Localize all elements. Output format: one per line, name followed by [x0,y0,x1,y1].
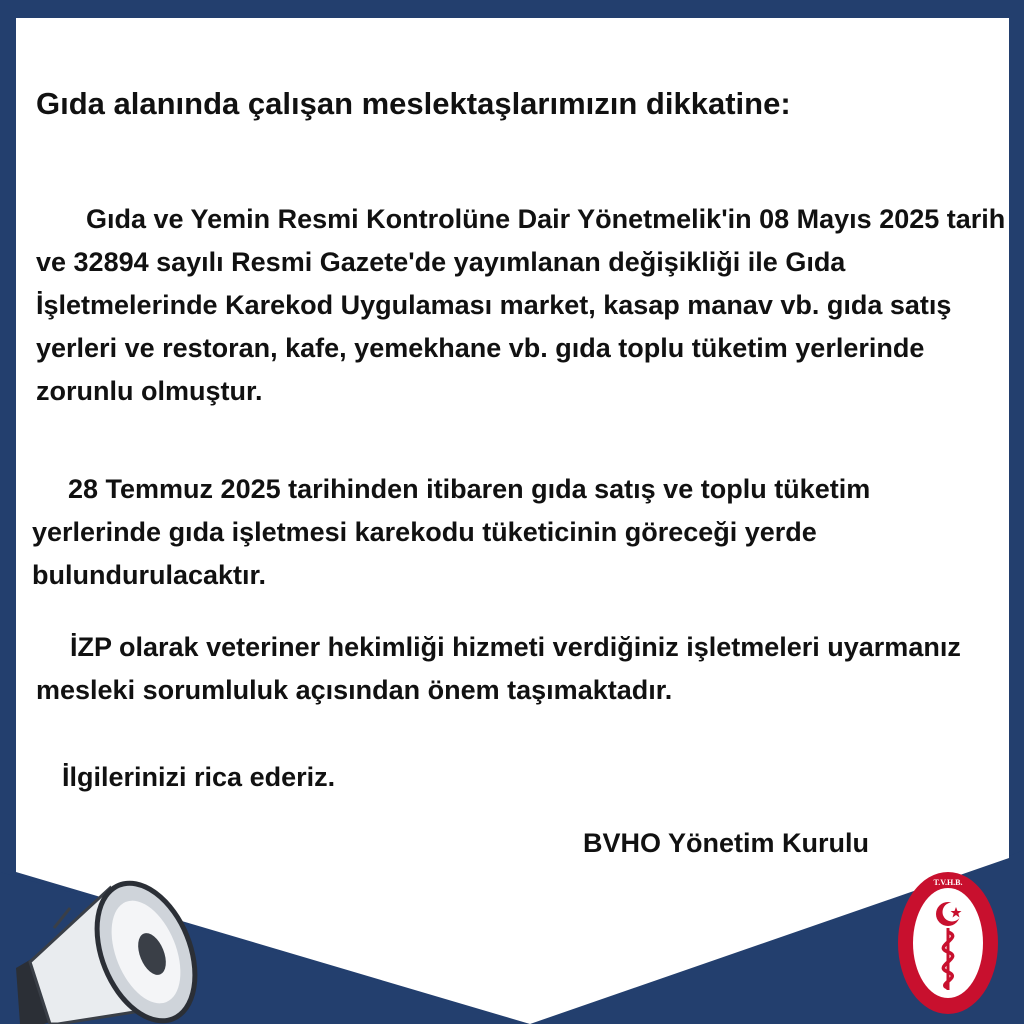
megaphone-icon [10,858,210,1024]
chamber-logo [896,870,1000,1016]
paragraph-regulation: Gıda ve Yemin Resmi Kontrolüne Dair Yönetmelik'in 08 Mayıs 2025 tarih ve 32894 sayılı Resmi Gazete'de yayımlanan değişikliği ile Gıda İşletmelerinde Karekod Uygulaması market, kasap manav vb. gıda satış yerleri ve restoran, kafe, yemekhane vb. gıda toplu tüketim yerlerinde zorunlu olmuştur. [36,204,1006,406]
paragraph-closing: İlgilerinizi rica ederiz. [62,762,336,792]
signature: BVHO Yönetim Kurulu [583,828,870,858]
paragraph-deadline: 28 Temmuz 2025 tarihinden itibaren gıda satış ve toplu tüketim yerlerinde gıda işletmesi karekodu tüketicinin göreceği yerde bulundurulacaktır. [32,474,871,590]
notice-heading: Gıda alanında çalışan meslektaşlarımızın dikkatine: [36,86,791,121]
logo-top-text: T.V.H.B. [933,878,963,887]
paragraph-izp-warning: İZP olarak veteriner hekimliği hizmeti verdiğiniz işletmeleri uyarmanız mesleki sorumluluk açısından önem taşımaktadır. [36,632,961,705]
